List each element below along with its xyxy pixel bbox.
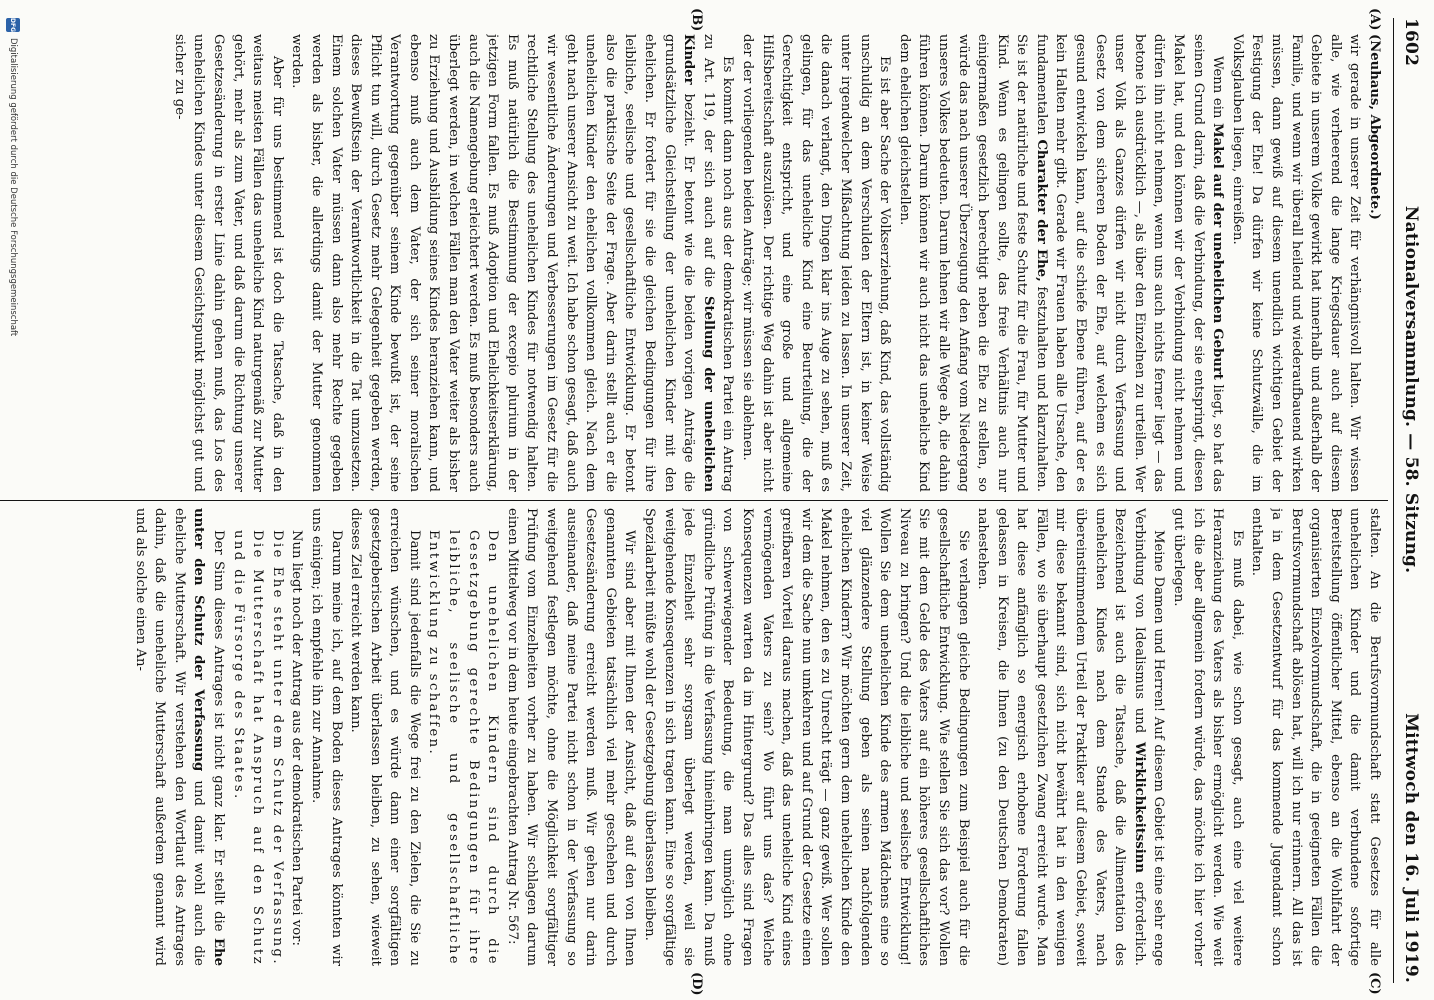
paragraph: Sie verlangen gleiche Bedingungen zum Beispiel auch für die gesellschaftliche Entwicklung. Wie stellen Sie sich das vor? Wollen Sie mit dem Gelde des Vaters auf ein höheres gesellschaftliches Niveau zu bringen? Und die leibliche und seelische Entwicklung! Wollen Sie dem unehelichen Kinde des armen Mädchens eine so viel glänzendere Stellung geben als seinen nachfolgenden ehelichen Kindern? Wir möchten gern dem unehelichen Kinde den Makel nehmen, den es zu Unrecht trägt — ganz gewiß. Wer sollen wir dem die Sache nun umkehren und auf Grund der Gesetze einen greifbaren Vorteil daraus machen, daß das uneheliche Kind eines vermögenden Vaters zu sein? Wo führt uns das? Welche Konsequenzen warten da im Hintergrund? Das alles sind Fragen von schwerwiegender Bedeutung, die man unmöglich ohne gründliche Prüfung in die Verfassung hineinbringen kann. Da muß jede Einzelheit sehr sorgsam überlegt werden, weil sie weitgehende Konsequenzen in sich tragen kann. Eine so sorgfältige Spezialarbeit müßte wohl der Gesetzgebung überlassen bleiben. [642,508,971,966]
quoted-motion [424,508,502,966]
margin-marker-b: (B) [689,8,704,32]
paragraph: Wir sind aber mit Ihnen der Ansicht, daß auf den von Ihnen genannten Gebieten tatsächlich viel mehr geschehen und durch Gesetzesänderung erreicht werden muß. Wir gehen nur darin auseinander, daß meine Partei nicht schon in der Verfassung so weitgehend festlegen möchte, ohne die Möglichkeit sorgfältiger Prüfung vom Einzelheiten vorher zu haben. Wir schlagen darum einen Mittelweg vor in dem heute eingebrachten Antrag Nr. 567: [504,508,638,966]
page-number: 1602 [1401,18,1421,67]
bold-phrase: Stellung der unehelichen Kinder [681,34,716,492]
publication-title: Nationalversammlung. — 58. Sitzung. [1401,205,1421,574]
bold-phrase: Charakter der Ehe, [1033,139,1049,282]
bold-phrase: Makel auf der unehelichen Geburt [1210,123,1226,380]
bold-phrase: Wirklichkeitssinn [1131,741,1147,873]
paragraph: Wenn ein Makel auf der unehelichen Geburt liegt, so hat das seinen Grund darin, daß die Verbindung, der sie entspringt, diesen Makel hat, und den können wir der Verbindung nicht nehmen und dürfen ihn nicht nehmen, wenn uns auch nichts ferner liegt — das betone ich ausdrücklich —, als über den Einzelnen zu urteilen. Wer unser Volk als Ganzes dürfen wir nicht durch Verfassung und Gesetz von dem sicheren Boden der Ehe, auf welchem es sich gesund entwickeln kann, auf die schiefe Ebene führen, auf der es kein Halten mehr gibt. Gerade wir Frauen haben alle Ursache, den fundamentalen Charakter der Ehe, festzuhalten und klarzuhalten. Sie ist der natürliche und feste Schutz für die Frau, für Mutter und Kind. Wenn es gelingen sollte, das freie Verhältnis auch nur einigermaßen gesetzlich berechtigt neben die Ehe zu stellen, so würde das nach unserer Überzeugung den Anfang vom Niedergang unseres Volkes bedeuten. Darum lehnen wir alle Wege ab, die dahin führen können. Darum können wir auch nicht das uneheliche Kind dem ehelichen gleichstellen. [896,34,1226,492]
paragraph: wir gerade in unserer Zeit für verhängnisvoll halten. Wir wissen alle, wie verheerend die lange Kriegsdauer auch auf diesem Gebiete in unserem Volke gewirkt hat innerhalb und außerhalb der Familie, und wenn wir überall heilend und wiederaufbauend wirken müssen, dann gewiß auf diesem unendlich wichtigen Gebiet der Festigung der Ehe! Da dürfen wir keine Schutzwälle, die im Volksglauben liegen, einreißen. [1229,34,1363,492]
margin-marker-d: (D) [689,972,704,996]
session-date: Mittwoch den 16. Juli 1919. [1401,713,1421,983]
dfg-logo-icon: DFG [6,18,20,32]
header-rule [1393,18,1394,983]
left-column [4,34,1384,492]
margin-marker-a: (A) [1367,8,1382,31]
paragraph: Es muß dabei, wie schon gesagt, auch eine viel weitere Heranziehung des Vaters als bisher ermöglicht werden. Wie weit ich die aber allgemein fordern würde, das möchte ich hier vorher gut überlegen. [1171,508,1245,966]
speaker-label: (Neuhaus, Abgeordnete.) [1367,34,1382,220]
paragraph: Damit sind jedenfalls die Wege frei zu den Zielen, die Sie zu erreichen wünschen, und es würde dann einer sorgfältigen gesetzgeberischen Arbeit überlassen bleiben, zu sehen, wieweit dieses Ziel erreicht werden kann. [348,508,422,966]
quote-text: Die Ehe steht unter dem Schutz der Verfassung. Die Mutterschaft hat Anspruch auf den Schutz und die Fürsorge des Staates. [230,530,285,966]
bold-phrase: Ehe unter den Schutz der Verfassung [191,508,226,966]
paragraph: Es ist aber Sache der Volkserziehung, daß Kind, das vollständig unschuldig an dem Verschulden der Eltern ist, in keiner Weise unter irgendwelcher Mißachtung leiden zu lassen. In unserer Zeit, die danach verlangt, den Dingen klar ins Auge zu sehen, muß es gelingen, für das uneheliche Kind eine Beurteilung, die der Gerechtigkeit entspricht, und eine große und allgemeine Hilfsbereitschaft auszulösen. Der richtige Weg dahin ist aber nicht der der vorliegenden beiden Anträge; wir müssen sie ablehnen. [740,34,893,492]
page-header [1398,18,1424,983]
paragraph: Aber für uns bestimmend ist doch die Tatsache, daß in den weitaus meisten Fällen das uneheliche Kind naturgemäß zur Mutter gehört, mehr als zum Vater, und daß darum die Richtung unserer Gesetzesänderung in erster Linie dahin gehen muß, das Los des unehelichen Kindes unter diesem Gesichtspunkt möglichst gut und sicher zu ge- [171,34,285,492]
paragraph: Der Sinn dieses Antrages ist nicht ganz klar. Er stellt die Ehe unter den Schutz der Verfassung und damit wohl auch die eheliche Mutterschaft. Wir verstehen den Wortlaut des Antrages dahin, daß die uneheliche Mutterschaft außerdem genannt wird und als solche einen An- [132,508,226,966]
quoted-motion [228,508,287,966]
paragraph: Es kommt dann noch aus der demokratischen Partei ein Antrag zu Art. 119, der sich auch auf die Stellung der unehelichen Kinder bezieht. Er betont wie die beiden vorigen Anträge die grundsätzliche Gleichstellung der unehelichen Kinder mit den ehelichen. Er fordert für sie die gleichen Bedingungen für ihre leibliche, seelische und gesellschaftliche Entwicklung. Er betont also die praktische Seite der Frage. Aber darin stellt auch er die unehelichen Kinder den ehelichen vollkommen gleich. Nach dem geht nach unserer Ansicht zu weit. Ich habe schon gesagt, daß auch wir wesentliche Änderungen und Verbesserungen im Gesetz für die rechtliche Stellung des unehelichen Kindes für notwendig halten. Es muß natürlich die Bestimmung der excepio plurium in der jetzigen Form fallen. Es muß Adoption und Ehelichkeitserklärung, auch die Namengebung erleichtert werden. Es muß besonders auch überlegt werden, in welchen Fällen man den Vater weiter als bisher zu Erziehung und Ausbildung seines Kindes heranziehen kann, und ebenso muß auch dem Vater, der sich seiner moralischen Verantwortung gegenüber seinem Kinde bewußt ist, der seine Pflicht tun will, durch Gesetz mehr Gelegenheit gegeben werden, dieses Bewußtsein der Verantwortlichkeit in die Tat umzusetzen. Einem solchen Vater müssen dann also mehr Rechte gegeben werden als bisher, die allerdings damit der Mutter genommen werden. [289,34,736,492]
digitization-credit [4,18,22,983]
quote-text: Den unehelichen Kindern sind durch die Gesetzgebung gerechte Bedingungen für ihre leibliche, seelische und gesellschaftliche Entwicklung zu schaffen. [426,530,501,966]
paragraph: Meine Damen und Herren! Auf diesem Gebiet ist eine sehr enge Verbindung von Idealismus und Wirklichkeitssinn erforderlich. Bezeichnend ist auch die Tatsache, daß die Alimentation des unehelichen Kindes nach dem Stande des Vaters, nach übereinstimmendem Urteil der Praktiker auf diesem Gebiet, soweit mir diese bekannt sind, sich nicht bewährt hat in den wenigen Fällen, wo sie überhaupt gesetzlichen Zwang erreicht wurde. Man hat diese anfänglich so energisch erhobene Forderung fallen gelassen in Kreisen, die Ihnen (zu den Deutschen Demokraten) nahestehen. [975,508,1167,966]
paragraph: stalten. An die Berufsvormundschaft statt Gesetzes für alle unehelichen Kinder und die damit verbundene sofortige Bereitstellung öffentlicher Mittel, ebenso an die Wohlfahrt der organisierten Einzelvormundschaft, die in geeigneten Fällen die Berufsvormundschaft ablösen hat, will ich nur erinnern. All das ist ja in dem Gesetzentwurf für das kommende Jugendamt schon enthalten. [1249,508,1382,966]
paragraph: Darum meine ich, auf dem Boden dieses Antrages könnten wir uns einigen; ich empfehle ihn zur Annahme. [308,508,344,966]
credit-text: Digitalisierung gefördert durch die Deutsche Forschungsgemeinschaft [8,38,18,337]
column-divider [0,500,1388,501]
margin-marker-c: (C) [1367,972,1382,995]
paragraph: Nun liegt noch der Antrag aus der demokratischen Partei vor: [289,530,305,946]
right-column [4,508,1384,966]
